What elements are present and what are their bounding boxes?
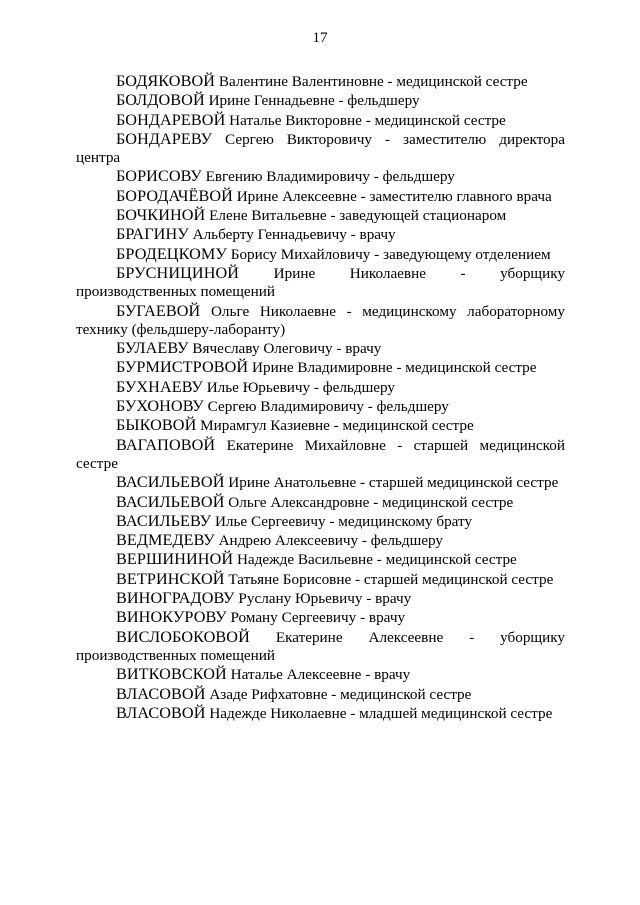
recipient-surname: ВЛАСОВОЙ bbox=[116, 684, 206, 703]
recipient-surname: БОЧКИНОЙ bbox=[116, 206, 206, 225]
recipient-surname: БУГАЕВОЙ bbox=[116, 301, 201, 320]
recipient-surname: БУХОНОВУ bbox=[116, 397, 204, 416]
recipient-surname: БОНДАРЕВУ bbox=[116, 129, 213, 148]
recipient-details: Илье Сергеевичу - медицинскому брату bbox=[214, 512, 473, 530]
recipient-details: Валентине Валентиновне - медицинской сестре bbox=[218, 73, 528, 90]
recipient-surname: ВАСИЛЬЕВУ bbox=[116, 511, 212, 530]
recipient-surname: ВАСИЛЬЕВОЙ bbox=[116, 492, 225, 511]
recipient-surname: БЫКОВОЙ bbox=[116, 416, 197, 435]
list-item bbox=[76, 589, 565, 608]
list-item bbox=[76, 608, 565, 627]
recipient-surname: ВАГАПОВОЙ bbox=[116, 435, 216, 454]
recipient-surname: БУРМИСТРОВОЙ bbox=[116, 358, 249, 377]
recipient-surname: БОРИСОВУ bbox=[116, 167, 202, 186]
recipient-details: Ирине Анатольевне - старшей медицинской сестре bbox=[228, 474, 559, 492]
recipient-details: Надежде Николаевне - младшей медицинской сестре bbox=[209, 704, 553, 722]
recipient-details: Ирине Геннадьевне - фельдшеру bbox=[208, 92, 420, 110]
list-item bbox=[76, 531, 565, 550]
recipient-details: Татьяне Борисовне - старшей медицинской сестре bbox=[228, 570, 554, 588]
list-item bbox=[76, 436, 565, 474]
list-item bbox=[76, 167, 565, 186]
list-item bbox=[76, 264, 565, 302]
recipient-details: Наталье Алексеевне - врачу bbox=[230, 666, 411, 684]
list-item bbox=[76, 339, 565, 358]
recipient-details: Азаде Рифхатовне - медицинской сестре bbox=[209, 685, 472, 703]
list-item bbox=[76, 91, 565, 110]
recipient-details: Ирине Владимировне - медицинской сестре bbox=[252, 359, 537, 377]
recipient-surname: ВИСЛОБОКОВОЙ bbox=[116, 627, 250, 646]
award-recipient-list bbox=[76, 72, 565, 723]
recipient-surname: БУЛАЕВУ bbox=[116, 339, 189, 358]
recipient-details: Наталье Викторовне - медицинской сестре bbox=[229, 111, 506, 129]
recipient-details: Евгению Владимировичу - фельдшеру bbox=[205, 168, 455, 186]
recipient-surname: ВИТКОВСКОЙ bbox=[116, 665, 227, 684]
recipient-surname: ВИНОГРАДОВУ bbox=[116, 589, 235, 608]
list-item bbox=[76, 493, 565, 512]
list-item bbox=[76, 628, 565, 666]
recipient-details: Руслану Юрьевичу - врачу bbox=[238, 590, 412, 608]
recipient-surname: ВЕТРИНСКОЙ bbox=[116, 569, 225, 588]
recipient-surname: ВЕРШИНИНОЙ bbox=[116, 550, 234, 569]
recipient-surname: БОЛДОВОЙ bbox=[116, 91, 205, 110]
list-item bbox=[76, 685, 565, 704]
recipient-surname: БОДЯКОВОЙ bbox=[116, 72, 216, 90]
list-item bbox=[76, 473, 565, 492]
recipient-details: Ольге Николаевне - медицинскому лабораторному технику (фельдшеру-лаборанту) bbox=[76, 302, 566, 338]
list-item bbox=[76, 111, 565, 130]
recipient-surname: БРАГИНУ bbox=[116, 225, 189, 244]
recipient-details: Елене Витальевне - заведующей стационаром bbox=[209, 207, 507, 225]
recipient-surname: БОРОДАЧЁВОЙ bbox=[116, 186, 233, 205]
list-item bbox=[76, 416, 565, 435]
list-item bbox=[76, 550, 565, 569]
recipient-surname: БОНДАРЕВОЙ bbox=[116, 110, 226, 129]
recipient-details: Екатерине Алексеевне - уборщику производственных помещений bbox=[76, 628, 565, 664]
recipient-details: Надежде Васильевне - медицинской сестре bbox=[236, 551, 517, 569]
recipient-details: Борису Михайловичу - заведующему отделением bbox=[230, 245, 551, 263]
recipient-details: Роману Сергеевичу - врачу bbox=[230, 609, 406, 627]
recipient-surname: ВИНОКУРОВУ bbox=[116, 608, 227, 627]
recipient-surname: БРУСНИЦИНОЙ bbox=[116, 263, 240, 282]
recipient-details: Альберту Геннадьевичу - врачу bbox=[192, 226, 396, 244]
recipient-details: Андрею Алексеевичу - фельдшеру bbox=[218, 532, 444, 550]
list-item bbox=[76, 245, 565, 264]
list-item bbox=[76, 704, 565, 723]
recipient-details: Ирине Алексеевне - заместителю главного врача bbox=[236, 187, 552, 205]
recipient-details: Вячеславу Олеговичу - врачу bbox=[192, 340, 382, 358]
list-item bbox=[76, 225, 565, 244]
page-number: 17 bbox=[312, 30, 328, 46]
recipient-surname: БРОДЕЦКОМУ bbox=[116, 244, 227, 263]
list-item bbox=[76, 397, 565, 416]
recipient-details: Сергею Владимировичу - фельдшеру bbox=[207, 398, 449, 416]
recipient-surname: ВЕДМЕДЕВУ bbox=[116, 531, 215, 550]
list-item bbox=[76, 302, 565, 340]
list-item bbox=[76, 378, 565, 397]
list-item bbox=[76, 187, 565, 206]
list-item bbox=[76, 206, 565, 225]
recipient-surname: БУХНАЕВУ bbox=[116, 377, 203, 396]
recipient-details: Илье Юрьевичу - фельдшеру bbox=[206, 378, 395, 396]
list-item bbox=[76, 358, 565, 377]
list-item bbox=[76, 130, 565, 168]
recipient-surname: ВЛАСОВОЙ bbox=[116, 703, 206, 722]
recipient-surname: ВАСИЛЬЕВОЙ bbox=[116, 473, 225, 492]
list-item bbox=[76, 665, 565, 684]
list-item bbox=[76, 570, 565, 589]
recipient-details: Ирине Николаевне - уборщику производственных помещений bbox=[76, 264, 566, 301]
recipient-details: Сергею Викторовичу - заместителю директора центра bbox=[76, 130, 565, 167]
list-item bbox=[76, 512, 565, 531]
recipient-details: Ольге Александровне - медицинской сестре bbox=[228, 493, 514, 511]
recipient-details: Екатерине Михайловне - старшей медицинской сестре bbox=[76, 436, 565, 472]
recipient-details: Мирамгул Казиевне - медицинской сестре bbox=[200, 417, 474, 435]
list-item bbox=[76, 72, 565, 91]
